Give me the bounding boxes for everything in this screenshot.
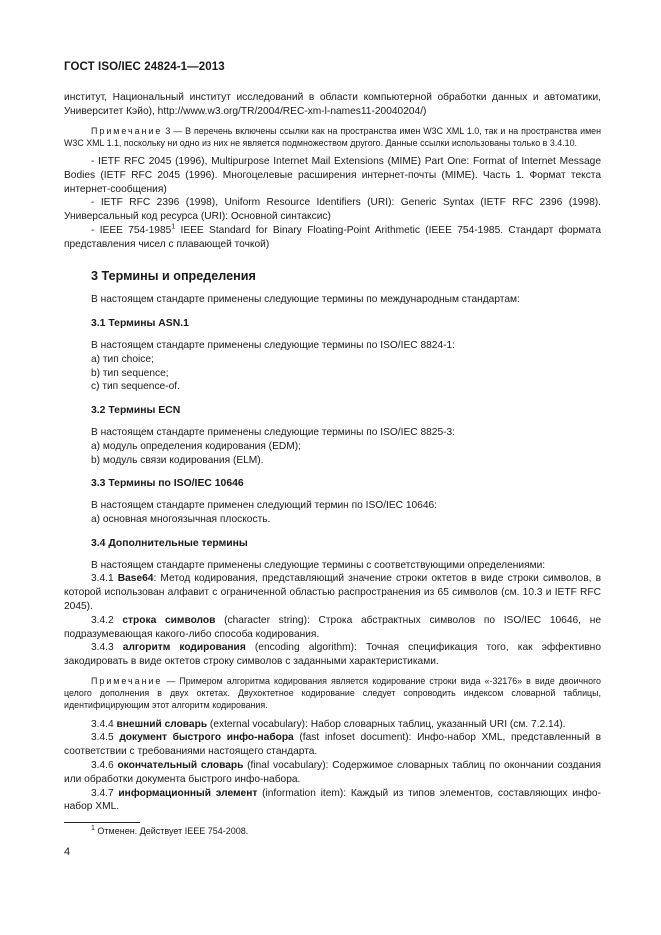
term-definition: (external vocabulary): Набор словарных таблиц, указанный URI (см. 7.2.14). bbox=[207, 718, 566, 730]
term-name: окончательный словарь bbox=[117, 759, 244, 771]
document-header: ГОСТ ISO/IEC 24824-1—2013 bbox=[64, 61, 225, 73]
term-3-4-2 bbox=[64, 614, 601, 642]
term-number: 3.4.6 bbox=[91, 759, 118, 771]
term-number: 3.4.2 bbox=[91, 614, 123, 626]
term-definition: (fast infoset document): Инфо-набор XML, представленный в соответствии с требованиями настоящего стандарта. bbox=[64, 732, 601, 758]
term-number: 3.4.3 bbox=[91, 642, 123, 654]
term-name: документ быстрого инфо-набора bbox=[119, 732, 294, 744]
section-3-4-intro: В настоящем стандарте применены следующие термины с соответствующими определениями: bbox=[91, 559, 546, 571]
term-number: 3.4.5 bbox=[91, 732, 120, 744]
term-3-4-4 bbox=[64, 718, 601, 732]
term-3-4-3 bbox=[64, 641, 601, 669]
reference-rfc2396: - IETF RFC 2396 (1998), Uniform Resource Identifiers (URI): Generic Syntax (IETF RFC 2396 (1998). Универсальный код ресурса (URI): Основной синтаксис) bbox=[64, 197, 601, 223]
footnote bbox=[91, 826, 248, 836]
reference-continuation: институт, Национальный институт исследований в области компьютерной обработки данных и автоматики, Университет Кэйо), http://www.w3.org/TR/2004/REC-xm-l-names11-20040204/) bbox=[64, 92, 601, 117]
section-3-intro: В настоящем стандарте применены следующие термины по международным стандартам: bbox=[91, 294, 520, 306]
note-label: Примечание bbox=[91, 675, 163, 686]
page-number: 4 bbox=[64, 846, 71, 858]
term-definition: : Метод кодирования, представляющий значение строки октетов в виде строки символов, в которой использован алфавит с ограниченной областью распространения из 65 символов (см. 10.3 и IETF RFC 2045). bbox=[64, 573, 601, 612]
footnote-number: 1 bbox=[91, 825, 95, 832]
page-content bbox=[64, 91, 601, 814]
term-number: 3.4.7 bbox=[91, 787, 119, 799]
note-text: 3 — В перечень включены ссылки как на пространства имен W3C XML 1.0, так и на пространства имен W3C XML 1.1, поскольку ни одно из них не является подмножеством другого. Данные ссылки использованы только в 3.4.10. bbox=[64, 125, 602, 148]
footnote-text: Отменен. Действует IEEE 754-2008. bbox=[94, 826, 249, 836]
term-number: 3.4.4 bbox=[91, 718, 117, 730]
list-item: c) тип sequence-of. bbox=[91, 381, 180, 393]
term-name: внешний словарь bbox=[116, 718, 208, 730]
term-name: Base64 bbox=[117, 573, 154, 585]
section-3-heading: 3 Термины и определения bbox=[91, 268, 256, 283]
term-name: информационный элемент bbox=[118, 787, 258, 799]
list-item: a) тип choice; bbox=[91, 353, 154, 365]
section-3-1-heading: 3.1 Термины ASN.1 bbox=[91, 318, 189, 330]
list-item: a) модуль определения кодирования (EDM); bbox=[91, 440, 301, 452]
list-item: b) модуль связи кодирования (ELM). bbox=[91, 454, 264, 466]
term-number: 3.4.1 bbox=[91, 573, 118, 585]
section-3-2-intro: В настоящем стандарте применены следующие термины по ISO/IEC 8825-3: bbox=[91, 426, 456, 438]
term-name: строка символов bbox=[122, 614, 216, 626]
note-encoding-example bbox=[64, 675, 601, 712]
term-definition: (information item): Каждый из типов элементов, составляющих инфо-набор XML. bbox=[64, 787, 601, 813]
section-3-3-heading: 3.3 Термины по ISO/IEC 10646 bbox=[91, 478, 244, 490]
footnote-divider bbox=[64, 822, 140, 823]
note-label: Примечание bbox=[91, 125, 163, 136]
term-name: алгоритм кодирования bbox=[122, 642, 246, 654]
reference-rfc2045: - IETF RFC 2045 (1996), Multipurpose Internet Mail Extensions (MIME) Part One: Format of Internet Message Bodies (IETF RFC 2045 (1996). Многоцелевые расширения интернет-почты (MIME). Часть 1. Формат текста интернет-сообщения) bbox=[64, 156, 601, 195]
reference-ieee754 bbox=[64, 224, 601, 252]
term-definition: (encoding algorithm): Точная спецификация того, как эффективно закодировать в виде октетов строку символов с заданными характеристиками. bbox=[64, 642, 601, 668]
term-3-4-6 bbox=[64, 759, 601, 787]
list-item: b) тип sequence; bbox=[91, 367, 169, 379]
reference-ieee754-title: IEEE Standard for Binary Floating-Point Arithmetic (IEEE 754-1985. Стандарт формата представления чисел с плавающей точкой) bbox=[64, 224, 602, 250]
term-3-4-5 bbox=[64, 731, 601, 759]
footnote-marker: 1 bbox=[171, 223, 176, 231]
term-definition: (character string): Строка абстрактных символов по ISO/IEC 10646, не подразумевающая какого-либо способа кодирования. bbox=[64, 614, 601, 640]
list-item: a) основная многоязычная плоскость. bbox=[91, 513, 271, 525]
reference-ieee754-code: - IEEE 754-1985 bbox=[91, 224, 172, 236]
term-3-4-7 bbox=[64, 787, 601, 815]
term-3-4-1 bbox=[64, 572, 601, 613]
note-text: — Примером алгоритма кодирования является кодирование строки вида «-32176» в виде двоичного целого дополнения в двух октетах. Двухоктетное кодирование следует сопроводить индексом словарной таблицы, идентифицирующим этот алгоритм кодирования. bbox=[64, 675, 601, 711]
note-3 bbox=[64, 125, 601, 149]
section-3-3-intro: В настоящем стандарте применен следующий термин по ISO/IEC 10646: bbox=[91, 500, 437, 512]
section-3-2-heading: 3.2 Термины ECN bbox=[91, 405, 181, 417]
section-3-4-heading: 3.4 Дополнительные термины bbox=[91, 537, 248, 549]
section-3-1-intro: В настоящем стандарте применены следующие термины по ISO/IEC 8824-1: bbox=[91, 339, 456, 351]
term-definition: (final vocabulary): Содержимое словарных таблиц по окончании создания или обработки документа быстрого инфо-набора. bbox=[64, 759, 601, 785]
